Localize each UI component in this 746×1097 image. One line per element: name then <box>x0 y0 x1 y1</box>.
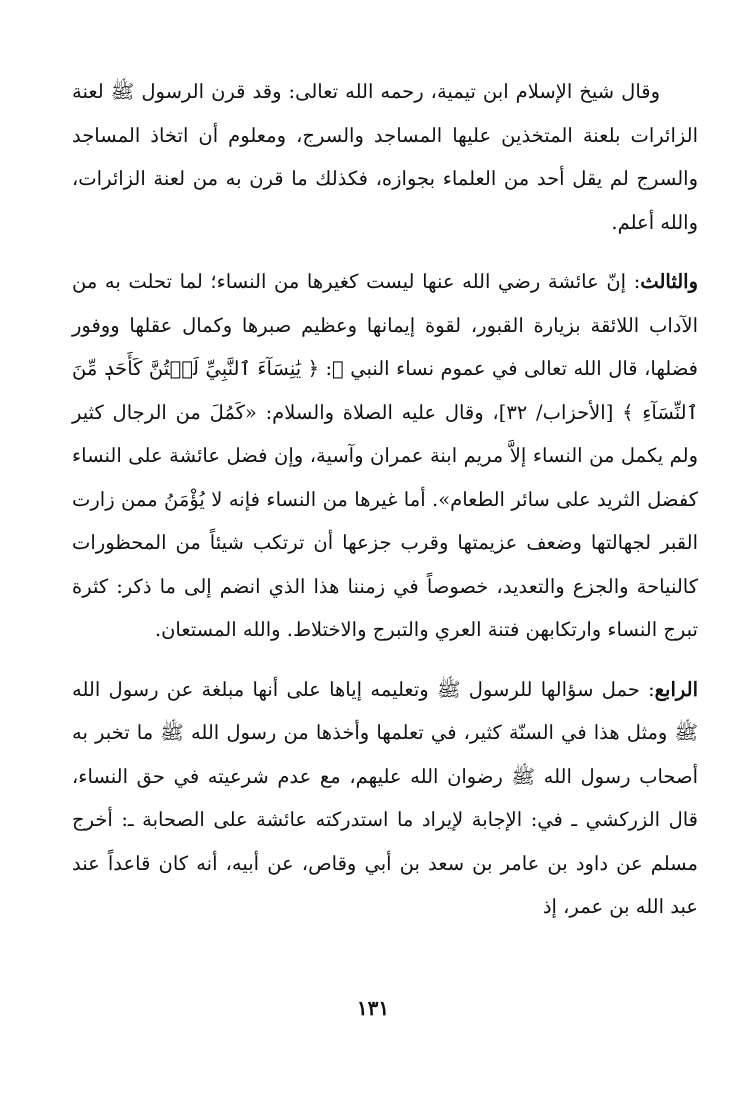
paragraph-fourth-point <box>72 668 698 929</box>
paragraph-text: وقال شيخ الإسلام ابن تيمية، رحمه الله تعالى: وقد قرن الرسول ﷺ لعنة الزائرات بلعنة المتخذين عليها المساجد والسرج، ومعلوم أن اتخاذ المساجد والسرج لم يقل أحد من العلماء بجوازه، فكذلك ما قرن به من لعنة الزائرات، والله أعلم. <box>72 80 698 234</box>
page-number: ١٣١ <box>356 996 390 1020</box>
paragraph-lead-word: والثالث <box>640 270 698 293</box>
paragraph-text: : إنّ عائشة رضي الله عنها ليست كغيرها من النساء؛ لما تحلت به من الآداب اللائقة بزيارة القبور، لقوة إيمانها وعظيم صبرها وكمال عقلها ووفور فضلها، قال الله تعالى في عموم نساء النبي ﷺ: ﴿ يَٰنِسَآءَ ٱلنَّبِيِّ لَسۡتُنَّ كَأَحَدٖ مِّنَ ٱلنِّسَآءِ ﴾ [الأحزاب/ ٣٢]، وقال عليه الصلاة والسلام: «كَمُلَ من الرجال كثير ولم يكمل من النساء إلاَّ مريم ابنة عمران وآسية، وإن فضل عائشة على النساء كفضل الثريد على سائر الطعام». أما غيرها من النساء فإنه لا يُؤْمَنُ ممن زارت القبر لجهالتها وضعف عزيمتها وقرب جزعها أن ترتكب شيئاً من المحظورات كالنياحة والجزع والتعديد، خصوصاً في زمننا هذا الذي انضم إلى ما ذكر: كثرة تبرج النساء وارتكابهن فتنة العري والتبرج والاختلاط. والله المستعان. <box>72 270 698 641</box>
paragraph-text: : حمل سؤالها للرسول ﷺ وتعليمه إياها على أنها مبلغة عن رسول الله ﷺ ومثل هذا في السنّة كثير، في تعلمها وأخذها من رسول الله ﷺ ما تخبر به أصحاب رسول الله ﷺ رضوان الله عليهم، مع عدم شرعيته في حق النساء، قال الزركشي ـ في: الإجابة لإيراد ما استدركته عائشة على الصحابة ـ: أخرج مسلم عن داود بن عامر بن سعد بن أبي وقاص، عن أبيه، أنه كان قاعداً عند عبد الله بن عمر، إذ <box>72 677 698 918</box>
paragraph-ibn-taymiyyah-quote <box>72 70 698 244</box>
paragraph-lead-word: الرابع <box>654 677 698 701</box>
paragraph-third-point <box>72 260 698 652</box>
page-body <box>72 70 698 1057</box>
